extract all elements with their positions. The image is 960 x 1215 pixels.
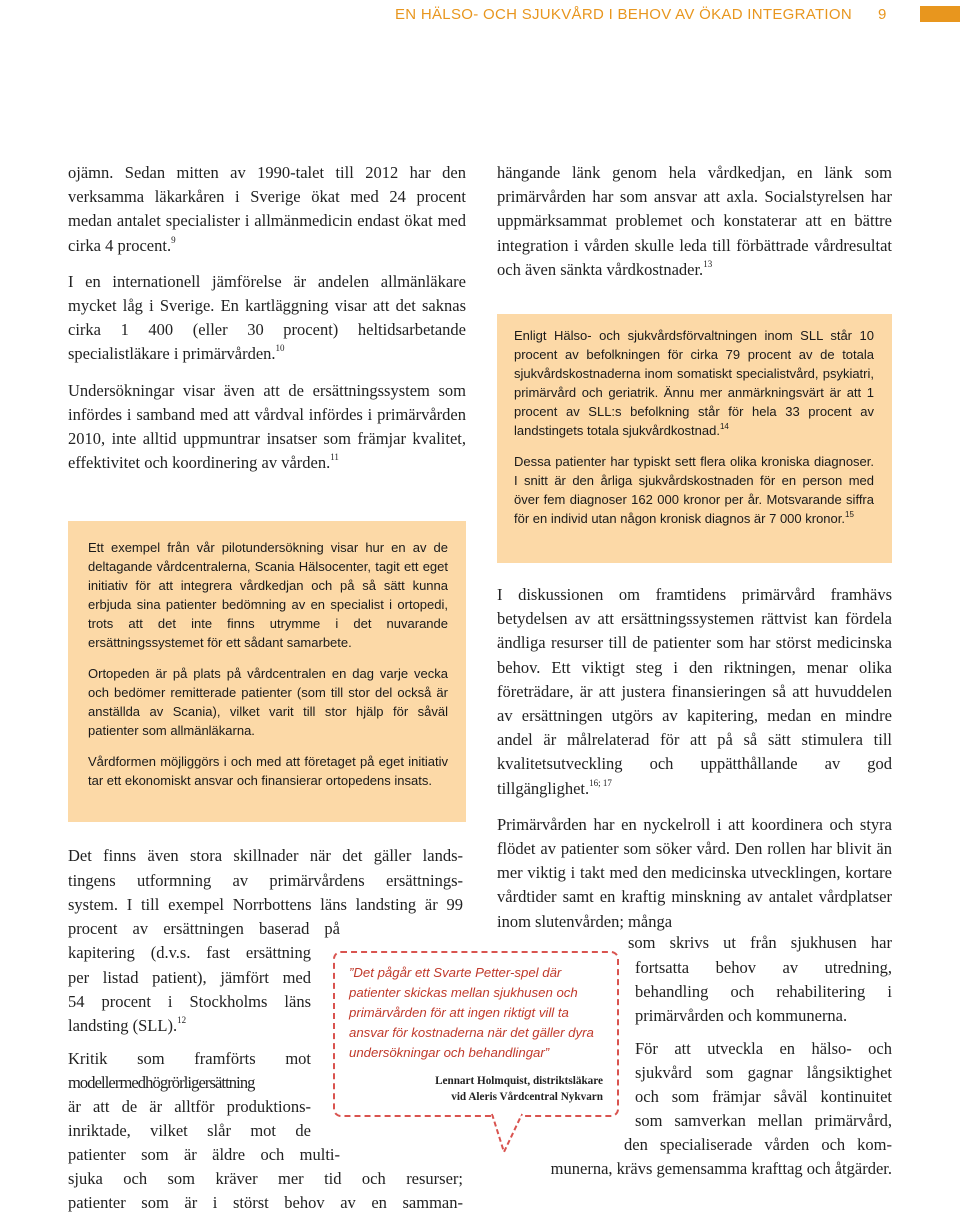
footnote-ref: 15 bbox=[845, 510, 854, 519]
page-color-tab bbox=[920, 6, 960, 22]
text-line: sjuka och som kräver mer tid och resurser; bbox=[68, 1169, 463, 1188]
text-line: primärvården och kommunerna. bbox=[635, 1006, 848, 1025]
text-line: tingens utformning av primärvårdens ersättnings- bbox=[68, 871, 463, 890]
footnote-ref: 9 bbox=[171, 234, 176, 245]
paragraph bbox=[497, 583, 892, 801]
statistics-box bbox=[497, 314, 892, 563]
footnote-ref: 13 bbox=[703, 258, 713, 269]
paragraph bbox=[68, 161, 466, 258]
quote-attribution bbox=[435, 1073, 603, 1105]
paragraph bbox=[68, 270, 466, 367]
page-number: 9 bbox=[878, 6, 887, 23]
text-line: Det finns även stora skillnader när det gäller lands- bbox=[68, 846, 463, 865]
footnote-ref: 14 bbox=[719, 422, 729, 431]
text-line: patienter som är i störst behov av en samman- bbox=[68, 1193, 463, 1212]
text-line: patienter som är äldre och multi- bbox=[68, 1145, 340, 1164]
box-paragraph: Ortopeden är på plats på vårdcentralen en dag varje vecka och bedömer remitterade patienter (som till stor del också är anställda av Scania), vilket varit till stor hjälp för såväl patienter som allmänläkarna. bbox=[88, 666, 448, 738]
text-line bbox=[68, 1014, 186, 1038]
case-example-box bbox=[68, 521, 466, 822]
quote-pointer bbox=[490, 1112, 530, 1156]
paragraph-text: Undersökningar visar även att de ersättningssystem som infördes i samband med att vårdval infördes i primärvården 2010, inte alltid uppmuntrar insatser som främjar kvalitet, effektivitet och koordinering av vården. bbox=[68, 380, 466, 473]
box-paragraph: Ett exempel från vår pilotundersökning visar hur en av de deltagande vårdcentralerna, Scania Hälsocenter, tagit ett eget initiativ för att integrera vårdkedjan och på så sätt kunna erbjuda sina patienter bedömning av en specialist i ortopedi, trots att det inte finns utrymme i det nuvarande ersättningssystemet för ett sådant samarbete. bbox=[88, 540, 448, 650]
text-line: inriktade, vilket slår mot de bbox=[68, 1121, 311, 1140]
text-line: Kritik som framförts mot bbox=[68, 1049, 311, 1068]
box-paragraph-text: Dessa patienter har typiskt sett flera olika kroniska diagnoser. I snitt är den årliga sjukvårdskostnaden för en person med över fem diagnoser 162 000 kronor per år. Motsvarande siffra för en individ utan någon kronisk diagnos är 7 000 kronor. bbox=[514, 454, 874, 526]
text-line: munerna, krävs gemensamma krafttag och åtgärder. bbox=[550, 1159, 892, 1178]
text-line: den specialiserade vården och kom- bbox=[624, 1135, 892, 1154]
text-line: 54 procent i Stockholms läns bbox=[68, 992, 311, 1011]
footnote-ref: 11 bbox=[330, 452, 339, 463]
running-title: EN HÄLSO- OCH SJUKVÅRD I BEHOV AV ÖKAD INTEGRATION bbox=[394, 6, 852, 23]
text-line: behandling och rehabilitering i bbox=[635, 982, 892, 1001]
footnote-ref: 10 bbox=[275, 343, 285, 354]
text-line: För att utveckla en hälso- och bbox=[635, 1039, 892, 1058]
box-paragraph bbox=[514, 326, 874, 440]
box-paragraph: Vårdformen möjliggörs i och med att företaget på eget initiativ tar ett ekonomiskt ansvar och finansierar ortopedens insats. bbox=[88, 754, 448, 788]
text-line: sjukvård som gagnar långsiktighet bbox=[635, 1063, 892, 1082]
paragraph-text: I diskussionen om framtidens primärvård framhävs betydelsen av att ersättningssystemen rättvist kan fördela ändliga resurser till de patienter som har störst medicinska behov. Ett viktigt steg i den riktningen, menar olika företrädare, är att justera finansieringen så att huvuddelen av ersättningen utgörs av kapitering, medan en mindre andel är målrelaterad för att på så sätt stimulera till kvalitetsutveckling och uppätthållande av god tillgänglighet. bbox=[497, 585, 892, 798]
text-line: per listad patient), jämfört med bbox=[68, 968, 311, 987]
line-text: landsting (SLL). bbox=[68, 1016, 178, 1035]
paragraph-text: Primärvården har en nyckelroll i att koordinera och styra flödet av patienter som söker vård. Den rollen har blivit än mer viktig i takt med den medicinska utvecklingen, kortare vårdtider samt en kraftig minskning av antalet vårdplatser inom slutenvården; många bbox=[497, 814, 892, 931]
quote-text: ”Det pågår ett Svarte Petter-spel där patienter skickas mellan sjukhusen och primärvården för att ingen riktigt vill ta ansvar för kostnaderna när det gäller dyra undersökningar och behandlingar” bbox=[349, 965, 594, 1060]
paragraph-text: I en internationell jämförelse är andelen allmänläkare mycket låg i Sverige. En kartläggning visar att det saknas cirka 1 400 (eller 30 procent) heltidsarbetande specialistläkare i primärvården. bbox=[68, 271, 466, 364]
paragraph bbox=[68, 379, 466, 476]
footnote-ref: 12 bbox=[177, 1015, 187, 1025]
quote-author-affiliation: vid Aleris Vårdcentral Nykvarn bbox=[451, 1091, 603, 1103]
page-header bbox=[0, 0, 960, 30]
text-line: fortsatta behov av utredning, bbox=[635, 958, 892, 977]
right-column-middle bbox=[497, 583, 892, 946]
right-column-top bbox=[497, 161, 892, 294]
text-line: procent av ersättningen baserad på bbox=[68, 919, 340, 938]
text-line: och som främjar såväl kontinuitet bbox=[635, 1087, 892, 1106]
box-paragraph-text: Enligt Hälso- och sjukvårdsförvaltningen inom SLL står 10 procent av befolkningen för cirka 79 procent av de totala sjukvårdskostnaderna inom somatiskt specialistvård, psykiatri, primärvård och geriatrik. Ännu mer anmärkningsvärt är att 1 procent av SLL:s befolkning står för hela 33 procent av landstingets totala sjukvårdkostnad. bbox=[514, 328, 874, 438]
text-line: är att de är alltför produktions- bbox=[68, 1097, 311, 1116]
text-line: kapitering (d.v.s. fast ersättning bbox=[68, 943, 311, 962]
left-column bbox=[68, 161, 466, 487]
quote-callout bbox=[333, 951, 619, 1117]
text-line: som samverkan mellan primärvård, bbox=[635, 1111, 892, 1130]
text-line: modellermedhögrörligersättning bbox=[68, 1073, 255, 1092]
footnote-ref: 16; 17 bbox=[589, 777, 612, 788]
text-line: system. I till exempel Norrbottens läns landsting är 99 bbox=[68, 895, 463, 914]
paragraph bbox=[497, 161, 892, 282]
quote-author-name: Lennart Holmquist, distriktsläkare bbox=[435, 1075, 603, 1087]
paragraph bbox=[497, 813, 892, 934]
text-line: som skrivs ut från sjukhusen har bbox=[628, 933, 892, 952]
paragraph-text: hängande länk genom hela vårdkedjan, en länk som primärvården har som ansvar att axla. Socialstyrelsen har uppmärksammat problemet och konstaterar att en bättre integration i vården skulle leda till förbättrade vårdresultat och även sänkta vårdkostnader. bbox=[497, 163, 892, 279]
paragraph-text: ojämn. Sedan mitten av 1990-talet till 2012 har den verksamma läkarkåren i Sverige ökat med 24 procent medan antalet specialister i allmänmedicin endast ökat med cirka 4 procent. bbox=[68, 163, 466, 255]
box-paragraph bbox=[514, 452, 874, 528]
